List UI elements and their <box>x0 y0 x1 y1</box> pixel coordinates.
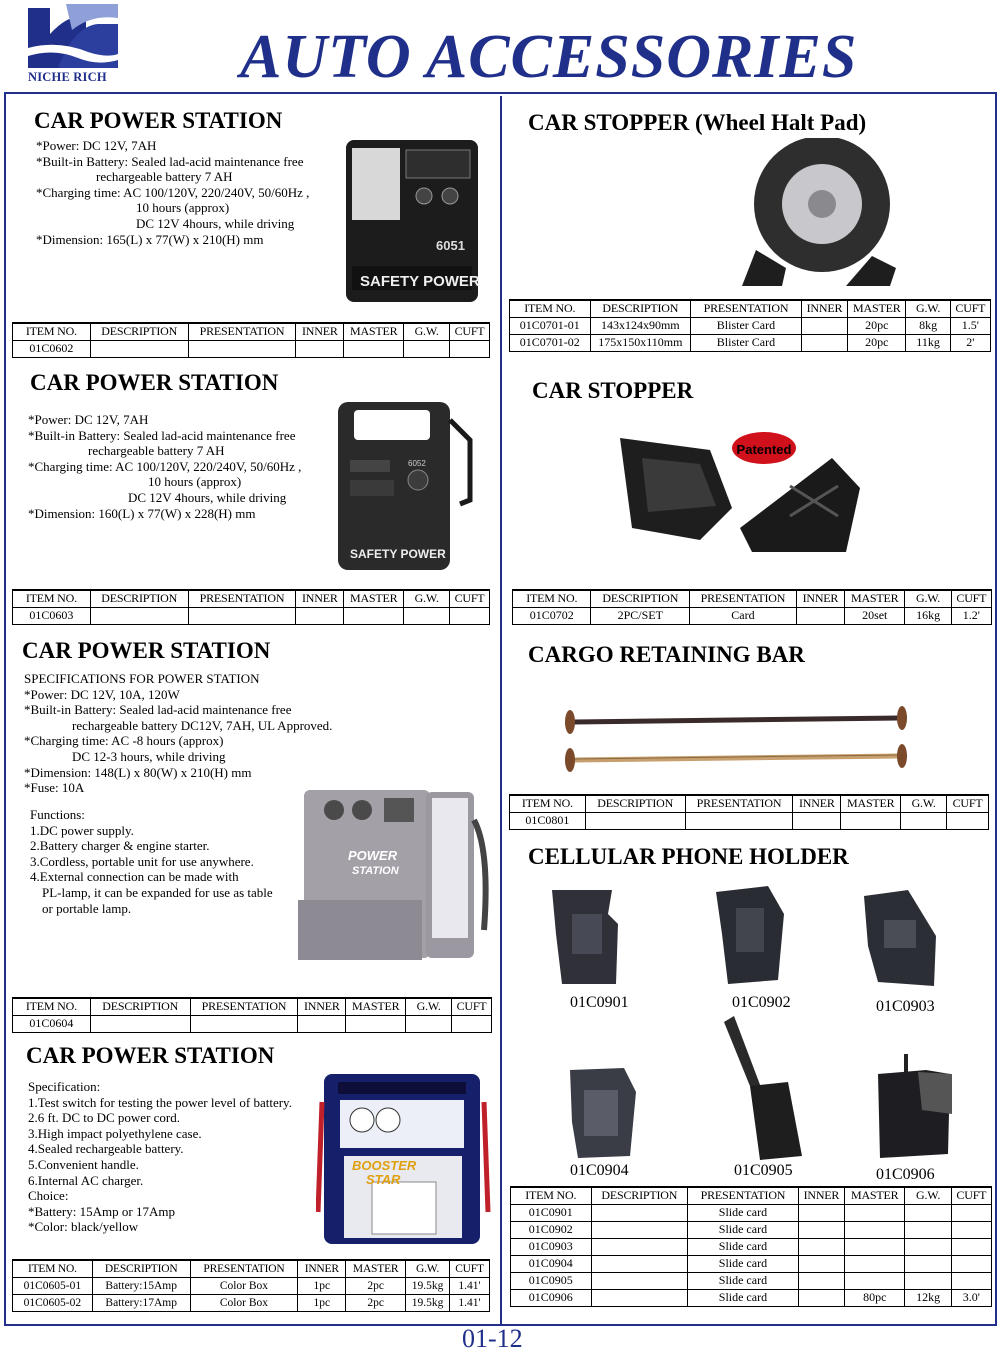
col-header: ITEM NO. <box>13 998 91 1015</box>
table-row <box>13 1015 492 1032</box>
section-title: CAR POWER STATION <box>22 638 271 663</box>
table-cell <box>296 607 344 624</box>
col-header: DESCRIPTION <box>90 590 188 607</box>
col-header: G.W. <box>906 300 950 317</box>
spec-line: DC 12-3 hours, while driving <box>72 748 226 764</box>
col-header: PRESENTATION <box>691 300 802 317</box>
brand-print: POWER <box>348 848 398 863</box>
phone-holder-01C0902-photo <box>708 884 794 988</box>
table-cell <box>845 1272 905 1289</box>
col-header: CUFT <box>452 998 492 1015</box>
brand-print: STATION <box>352 865 399 877</box>
table-row <box>511 1221 992 1238</box>
section-title: CAR POWER STATION <box>34 108 283 133</box>
phone-holder-01C0901-photo <box>546 884 630 988</box>
table-cell: 1.41' <box>450 1294 490 1311</box>
spec-table <box>509 794 989 830</box>
spec-line: *Built-in Battery: Sealed lad-acid maintenance free <box>28 427 296 443</box>
power-station-6051-photo <box>344 136 480 306</box>
table-cell <box>947 812 989 829</box>
col-header: CUFT <box>450 590 490 607</box>
table-cell <box>591 1204 688 1221</box>
column-divider <box>500 96 502 1324</box>
table-cell <box>798 1238 844 1255</box>
col-header: INNER <box>298 1260 346 1277</box>
col-header: G.W. <box>905 590 951 607</box>
table-cell <box>905 1255 951 1272</box>
table-cell: Slide card <box>688 1289 799 1306</box>
spec-line: 3.High impact polyethylene case. <box>28 1125 202 1141</box>
spec-table <box>12 322 490 358</box>
spec-line: *Dimension: 148(L) x 80(W) x 210(H) mm <box>24 764 252 780</box>
table-cell: 01C0904 <box>511 1255 592 1272</box>
table-cell: 01C0604 <box>13 1015 91 1032</box>
table-cell <box>905 1204 951 1221</box>
col-header: ITEM NO. <box>511 1187 592 1204</box>
car-stopper-pair-photo <box>612 428 878 558</box>
table-row <box>510 334 991 351</box>
table-cell: 3.0' <box>951 1289 991 1306</box>
spec-table <box>12 1259 490 1312</box>
table-cell: 01C0605-02 <box>13 1294 93 1311</box>
col-header: MASTER <box>344 590 404 607</box>
col-header: DESCRIPTION <box>590 300 691 317</box>
col-header: ITEM NO. <box>13 323 91 340</box>
table-cell: 1.5' <box>950 317 990 334</box>
col-header: PRESENTATION <box>188 323 296 340</box>
col-header: G.W. <box>905 1187 951 1204</box>
table-cell <box>905 1272 951 1289</box>
brand-print: SAFETY POWER <box>360 273 480 290</box>
spec-line: Choice: <box>28 1188 69 1204</box>
table-cell <box>404 607 450 624</box>
table-cell <box>685 812 793 829</box>
table-cell: 175x150x110mm <box>590 334 691 351</box>
table-cell <box>801 334 847 351</box>
table-cell: 19.5kg <box>406 1294 450 1311</box>
table-cell: 01C0701-02 <box>510 334 591 351</box>
col-header: PRESENTATION <box>190 1260 298 1277</box>
spec-line: 5.Convenient handle. <box>28 1156 139 1172</box>
spec-line: 2.6 ft. DC to DC power cord. <box>28 1110 181 1126</box>
table-cell: Card <box>690 607 797 624</box>
holder-code-label: 01C0903 <box>876 998 935 1015</box>
spec-line: *Built-in Battery: Sealed lad-acid maintenance free <box>36 153 304 169</box>
col-header: DESCRIPTION <box>90 323 188 340</box>
col-header: G.W. <box>406 1260 450 1277</box>
phone-holder-01C0904-photo <box>564 1062 642 1162</box>
table-cell <box>905 1238 951 1255</box>
col-header: MASTER <box>845 1187 905 1204</box>
table-cell <box>450 340 490 357</box>
table-cell: 01C0801 <box>510 812 586 829</box>
spec-line: *Power: DC 12V, 10A, 120W <box>24 686 180 702</box>
table-cell: 143x124x90mm <box>590 317 691 334</box>
col-header: DESCRIPTION <box>591 1187 688 1204</box>
table-cell <box>951 1255 991 1272</box>
table-cell <box>845 1255 905 1272</box>
col-header: MASTER <box>848 300 906 317</box>
table-cell <box>951 1221 991 1238</box>
table-cell <box>296 340 344 357</box>
col-header: MASTER <box>346 998 406 1015</box>
spec-line: DC 12V 4hours, while driving <box>128 489 287 505</box>
table-cell: 20pc <box>848 317 906 334</box>
brand-logo <box>28 4 118 90</box>
function-line: 2.Battery charger & engine starter. <box>30 838 210 854</box>
spec-line: *Charging time: AC 100/120V, 220/240V, 50/60Hz , <box>36 184 310 200</box>
model-number: 6052 <box>408 459 426 468</box>
table-row <box>510 812 989 829</box>
table-row <box>511 1272 992 1289</box>
table-cell: 01C0902 <box>511 1221 592 1238</box>
spec-line: *Power: DC 12V, 7AH <box>36 138 157 153</box>
table-cell <box>585 812 685 829</box>
col-header: CUFT <box>951 590 991 607</box>
table-cell <box>845 1221 905 1238</box>
table-cell <box>450 607 490 624</box>
col-header: CUFT <box>950 300 990 317</box>
brand-name: NICHE RICH <box>28 70 107 84</box>
table-cell <box>951 1204 991 1221</box>
table-cell: 8kg <box>906 317 950 334</box>
phone-holder-01C0906-photo <box>870 1054 956 1162</box>
col-header: MASTER <box>344 323 404 340</box>
col-header: G.W. <box>404 590 450 607</box>
table-row <box>511 1289 992 1306</box>
holder-code-label: 01C0906 <box>876 1166 935 1183</box>
section-title: CAR POWER STATION <box>26 1043 275 1068</box>
col-header: ITEM NO. <box>13 1260 93 1277</box>
spec-table <box>509 299 991 352</box>
col-header: INNER <box>798 1187 844 1204</box>
table-cell <box>90 607 188 624</box>
table-cell: Slide card <box>688 1238 799 1255</box>
section-title: CAR STOPPER (Wheel Halt Pad) <box>528 110 867 135</box>
spec-line: 10 hours (approx) <box>148 474 242 490</box>
table-cell <box>796 607 844 624</box>
table-cell: 1pc <box>298 1294 346 1311</box>
function-line: 3.Cordless, portable unit for use anywhere. <box>30 853 254 869</box>
booster-star-photo <box>316 1072 492 1246</box>
table-cell <box>845 1204 905 1221</box>
table-cell: 80pc <box>845 1289 905 1306</box>
table-cell <box>452 1015 492 1032</box>
phone-holder-01C0905-photo <box>722 1016 808 1162</box>
col-header: ITEM NO. <box>13 590 91 607</box>
table-cell <box>406 1015 452 1032</box>
spec-line: 4.Sealed rechargeable battery. <box>28 1141 184 1157</box>
section-title: CELLULAR PHONE HOLDER <box>528 844 849 869</box>
table-cell <box>190 1015 298 1032</box>
table-cell: 01C0905 <box>511 1272 592 1289</box>
functions-list <box>30 807 273 916</box>
col-header: DESCRIPTION <box>92 1260 190 1277</box>
table-cell <box>905 1221 951 1238</box>
col-header: CUFT <box>450 323 490 340</box>
holder-code-label: 01C0905 <box>734 1162 793 1179</box>
table-cell: 01C0602 <box>13 340 91 357</box>
col-header: ITEM NO. <box>510 300 591 317</box>
spec-line: Specification: <box>28 1079 101 1094</box>
table-cell: 01C0901 <box>511 1204 592 1221</box>
function-line: or portable lamp. <box>42 900 132 916</box>
spec-list <box>28 1079 292 1235</box>
spec-table <box>12 589 490 625</box>
table-cell: 2PC/SET <box>591 607 690 624</box>
table-cell: 01C0605-01 <box>13 1277 93 1294</box>
col-header: MASTER <box>845 590 905 607</box>
spec-line: *Battery: 15Amp or 17Amp <box>28 1203 175 1219</box>
table-cell: 11kg <box>906 334 950 351</box>
patented-badge: Patented <box>736 442 792 457</box>
table-cell <box>798 1204 844 1221</box>
table-cell: 1.41' <box>450 1277 490 1294</box>
table-cell: Blister Card <box>691 334 802 351</box>
col-header: G.W. <box>901 795 947 812</box>
table-cell: 12kg <box>905 1289 951 1306</box>
page-title: AUTO ACCESSORIES <box>240 23 858 91</box>
table-cell: 01C0701-01 <box>510 317 591 334</box>
table-cell <box>591 1221 688 1238</box>
col-header: INNER <box>801 300 847 317</box>
table-cell: 20set <box>845 607 905 624</box>
power-station-10a-photo <box>294 780 492 964</box>
table-cell <box>90 340 188 357</box>
table-cell: Battery:17Amp <box>92 1294 190 1311</box>
table-cell <box>188 607 296 624</box>
table-cell <box>801 317 847 334</box>
table-cell: 19.5kg <box>406 1277 450 1294</box>
col-header: INNER <box>298 998 346 1015</box>
col-header: INNER <box>793 795 841 812</box>
table-row <box>511 1238 992 1255</box>
spec-list <box>36 138 309 247</box>
table-cell: 2' <box>950 334 990 351</box>
table-cell <box>591 1289 688 1306</box>
table-cell: Battery:15Amp <box>92 1277 190 1294</box>
col-header: DESCRIPTION <box>90 998 190 1015</box>
spec-line: 6.Internal AC charger. <box>28 1172 144 1188</box>
model-number: 6051 <box>436 238 465 253</box>
col-header: PRESENTATION <box>688 1187 799 1204</box>
section-title: CARGO RETAINING BAR <box>528 642 805 667</box>
col-header: CUFT <box>450 1260 490 1277</box>
table-cell <box>841 812 901 829</box>
power-station-6052-photo <box>336 400 476 574</box>
table-cell: 1pc <box>298 1277 346 1294</box>
section-title: CAR POWER STATION <box>30 370 279 395</box>
table-cell: 2pc <box>346 1294 406 1311</box>
table-cell <box>90 1015 190 1032</box>
table-cell <box>298 1015 346 1032</box>
spec-line: *Color: black/yellow <box>28 1219 139 1235</box>
spec-line: *Built-in Battery: Sealed lad-acid maintenance free <box>24 702 292 718</box>
table-cell <box>845 1238 905 1255</box>
spec-line: rechargeable battery 7 AH <box>96 169 233 185</box>
table-cell: Color Box <box>190 1294 298 1311</box>
col-header: G.W. <box>406 998 452 1015</box>
table-row <box>513 607 992 624</box>
table-cell <box>591 1255 688 1272</box>
holder-code-label: 01C0901 <box>570 994 629 1011</box>
brand-print: SAFETY POWER <box>350 547 446 561</box>
spec-line: DC 12V 4hours, while driving <box>136 215 295 231</box>
table-cell <box>798 1255 844 1272</box>
table-cell <box>798 1272 844 1289</box>
table-cell: 01C0702 <box>513 607 591 624</box>
spec-line: *Dimension: 160(L) x 77(W) x 228(H) mm <box>28 505 256 521</box>
table-cell: Slide card <box>688 1204 799 1221</box>
table-cell <box>591 1238 688 1255</box>
spec-line: 1.Test switch for testing the power level of battery. <box>28 1094 292 1110</box>
spec-list <box>28 412 301 521</box>
holder-code-label: 01C0904 <box>570 1162 629 1179</box>
brand-print: BOOSTER <box>352 1158 417 1173</box>
table-cell: Color Box <box>190 1277 298 1294</box>
spec-list <box>24 671 332 796</box>
spec-line: rechargeable battery 7 AH <box>88 443 225 459</box>
table-cell: 2pc <box>346 1277 406 1294</box>
table-cell <box>951 1238 991 1255</box>
table-row <box>13 1277 490 1294</box>
table-cell: Slide card <box>688 1221 799 1238</box>
car-stopper-wheel-photo <box>722 138 906 288</box>
spec-line: *Charging time: AC 100/120V, 220/240V, 50/60Hz , <box>28 458 302 474</box>
holder-code-label: 01C0902 <box>732 994 791 1011</box>
spec-line: *Dimension: 165(L) x 77(W) x 210(H) mm <box>36 231 264 247</box>
section-title: CAR STOPPER <box>532 378 694 403</box>
col-header: MASTER <box>346 1260 406 1277</box>
col-header: INNER <box>296 323 344 340</box>
col-header: MASTER <box>841 795 901 812</box>
table-cell: 01C0603 <box>13 607 91 624</box>
spec-line: *Power: DC 12V, 7AH <box>28 412 149 427</box>
col-header: PRESENTATION <box>188 590 296 607</box>
table-cell <box>346 1015 406 1032</box>
function-line: 4.External connection can be made with <box>30 869 239 885</box>
table-cell <box>344 607 404 624</box>
brand-print: STAR <box>366 1172 401 1187</box>
spec-table <box>510 1186 992 1307</box>
col-header: INNER <box>296 590 344 607</box>
function-line: Functions: <box>30 807 85 822</box>
table-cell <box>798 1289 844 1306</box>
table-row <box>13 1294 490 1311</box>
table-cell <box>188 340 296 357</box>
col-header: DESCRIPTION <box>591 590 690 607</box>
spec-line: 10 hours (approx) <box>136 200 230 216</box>
spec-line: rechargeable battery DC12V, 7AH, UL Approved. <box>72 717 333 733</box>
table-cell: 01C0903 <box>511 1238 592 1255</box>
page-number: 01-12 <box>462 1324 523 1353</box>
col-header: PRESENTATION <box>685 795 793 812</box>
table-cell <box>798 1221 844 1238</box>
col-header: ITEM NO. <box>513 590 591 607</box>
table-cell <box>591 1272 688 1289</box>
table-cell: Slide card <box>688 1272 799 1289</box>
table-row <box>13 607 490 624</box>
brand-logo-icon <box>28 4 118 68</box>
cargo-bar-photo <box>560 704 912 778</box>
table-row <box>511 1204 992 1221</box>
function-line: PL-lamp, it can be expanded for use as table <box>42 884 273 900</box>
table-cell: Slide card <box>688 1255 799 1272</box>
col-header: CUFT <box>947 795 989 812</box>
spec-line: *Fuse: 10A <box>24 780 85 796</box>
col-header: DESCRIPTION <box>585 795 685 812</box>
table-cell <box>404 340 450 357</box>
function-line: 1.DC power supply. <box>30 822 134 838</box>
table-cell: 01C0906 <box>511 1289 592 1306</box>
table-cell <box>344 340 404 357</box>
spec-table <box>512 589 992 625</box>
col-header: PRESENTATION <box>190 998 298 1015</box>
spec-line: *Charging time: AC -8 hours (approx) <box>24 733 224 749</box>
table-cell <box>951 1272 991 1289</box>
col-header: INNER <box>796 590 844 607</box>
table-row <box>511 1255 992 1272</box>
col-header: ITEM NO. <box>510 795 586 812</box>
table-row <box>510 317 991 334</box>
table-cell: 1.2' <box>951 607 991 624</box>
col-header: G.W. <box>404 323 450 340</box>
spec-line: SPECIFICATIONS FOR POWER STATION <box>24 671 260 686</box>
col-header: CUFT <box>951 1187 991 1204</box>
table-cell: 16kg <box>905 607 951 624</box>
table-cell: 20pc <box>848 334 906 351</box>
spec-table <box>12 997 492 1033</box>
col-header: PRESENTATION <box>690 590 797 607</box>
table-cell: Blister Card <box>691 317 802 334</box>
table-row <box>13 340 490 357</box>
phone-holder-01C0903-photo <box>858 886 944 990</box>
table-cell <box>793 812 841 829</box>
table-cell <box>901 812 947 829</box>
